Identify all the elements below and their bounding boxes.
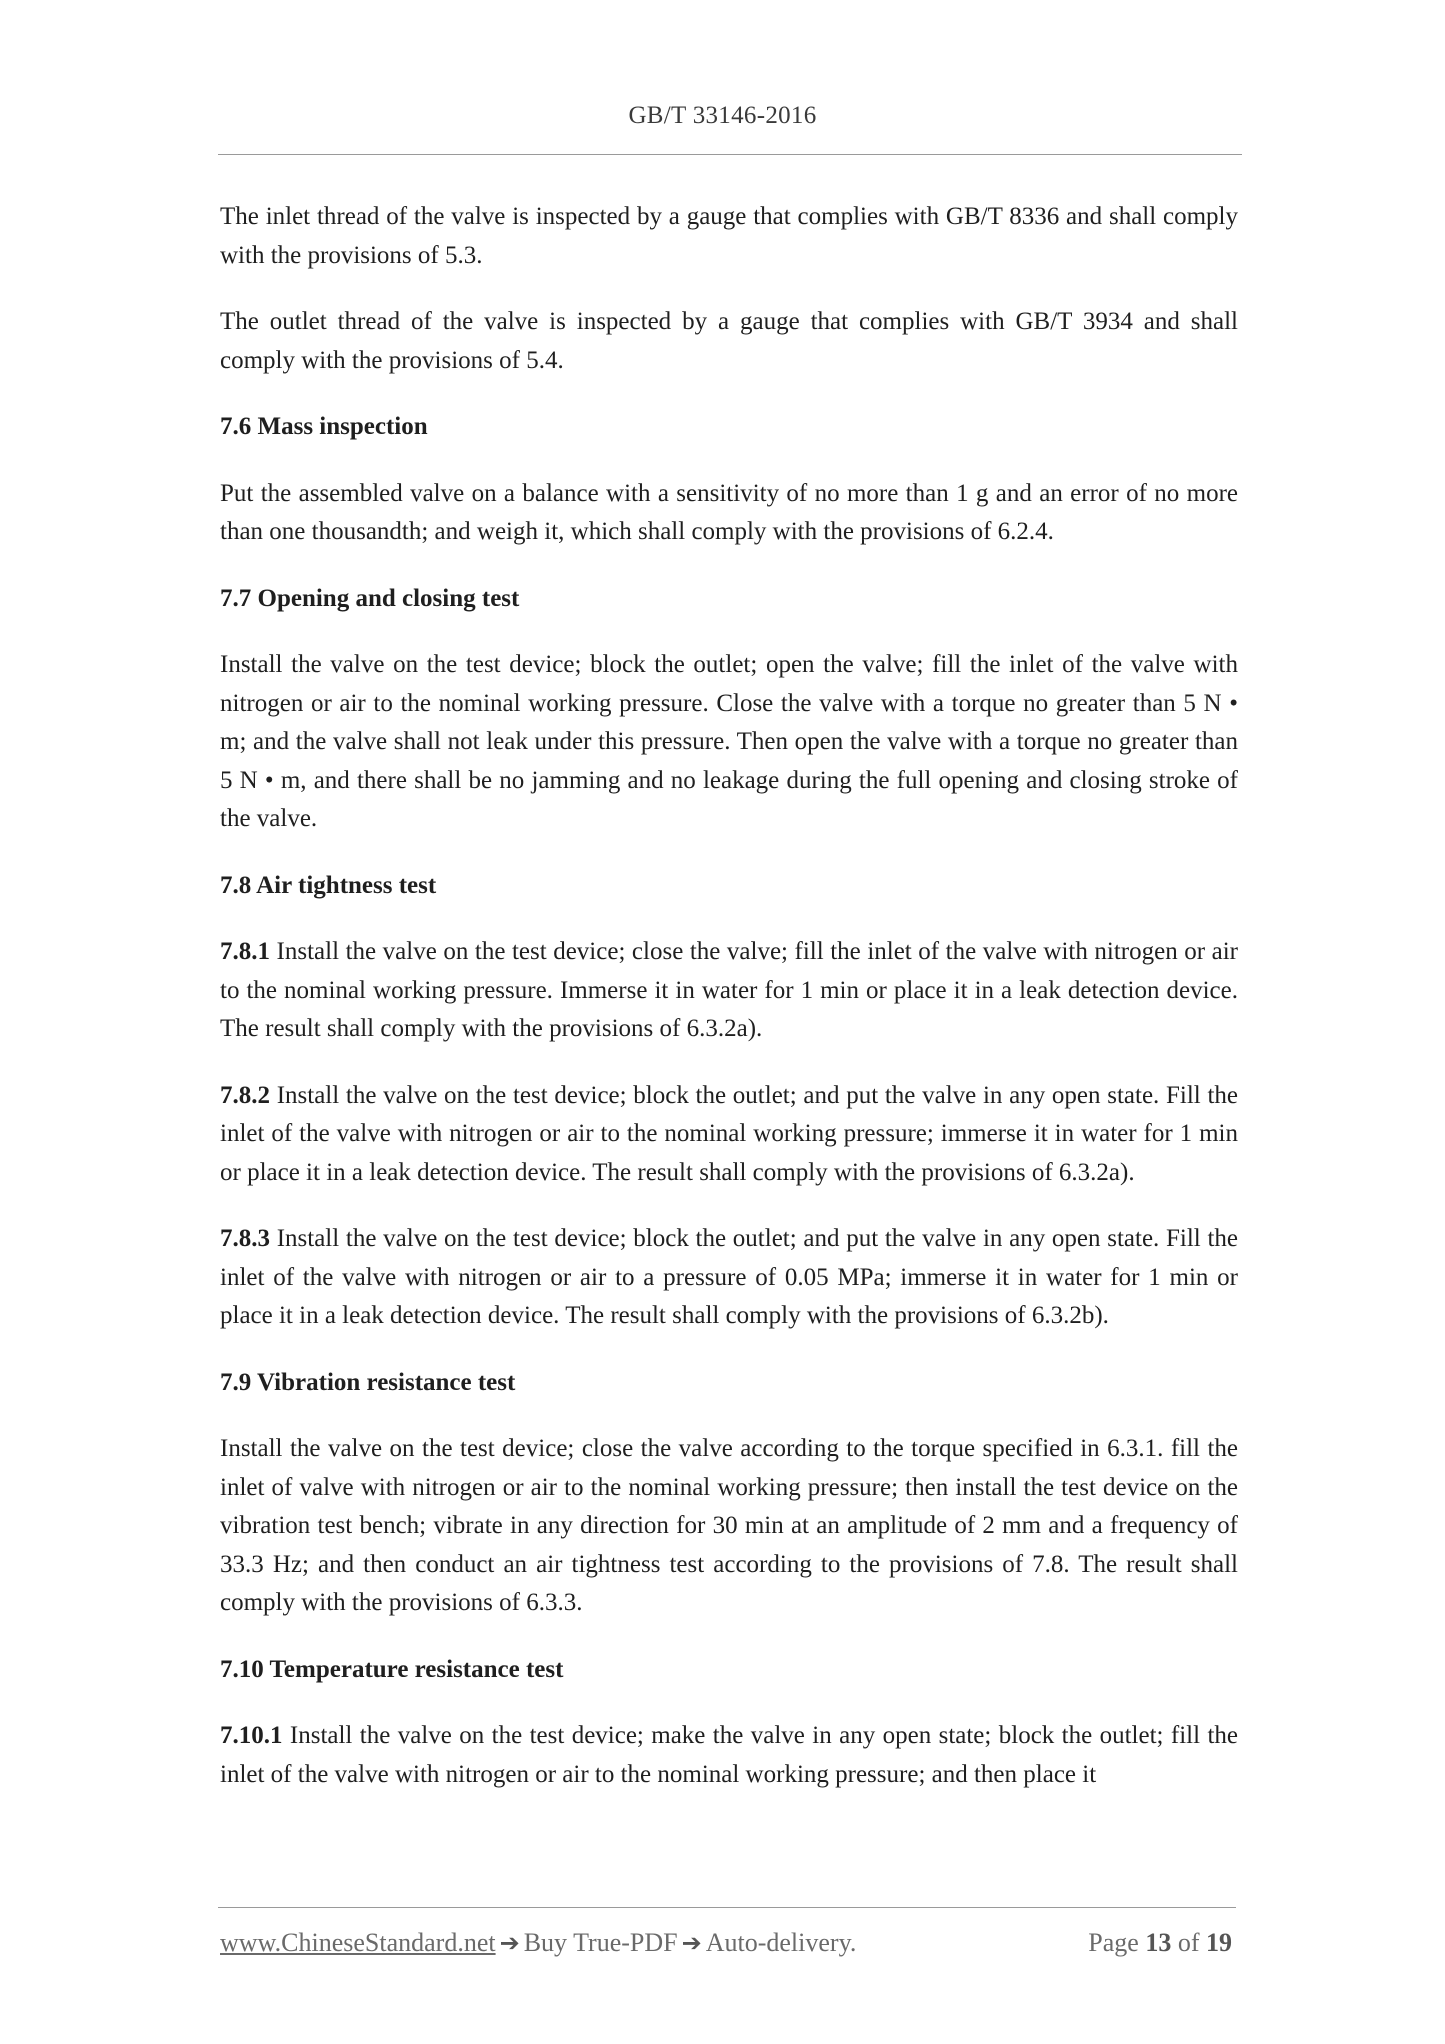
of-label: of [1177,1928,1200,1957]
paragraph-7-8-1 [220,933,1238,1049]
header-divider [218,154,1242,155]
paragraph-outlet-thread: The outlet thread of the valve is inspected by a gauge that complies with GB/T 3934 and shall comply with the provisions of 5.4. [220,308,1238,374]
clause-text-7-10-1: Install the valve on the test device; make the valve in any open state; block the outlet; fill the inlet of the valve with nitrogen or air to the nominal working pressure; and then place it [220,1722,1238,1788]
paragraph-7-9: Install the valve on the test device; close the valve according to the torque specified in 6.3.1. fill the inlet of valve with nitrogen or air to the nominal working pressure; then install the test device on the vibration test bench; vibrate in any direction for 30 min at an amplitude of 2 mm and a frequency of 33.3 Hz; and then conduct an air tightness test according to the provisions of 7.8. The result shall comply with the provisions of 6.3.3. [220,1435,1238,1616]
heading-7-10: 7.10 Temperature resistance test [220,1655,564,1683]
clause-text-7-8-3: Install the valve on the test device; block the outlet; and put the valve in any open state. Fill the inlet of the valve with nitrogen or air to a pressure of 0.05 MPa; immerse it in water for 1 min or place it in a leak detection device. The result shall comply with the provisions of 6.3.2b). [220,1225,1238,1329]
footer-links [220,1928,856,1958]
auto-delivery-text: Auto-delivery. [705,1928,857,1957]
arrow-right-icon: ➔ [499,1929,520,1957]
paragraph-7-8-2 [220,1077,1238,1193]
total-page-count: 19 [1206,1928,1232,1957]
paragraph-7-7: Install the valve on the test device; block the outlet; open the valve; fill the inlet of the valve with nitrogen or air to the nominal working pressure. Close the valve with a torque no greater than 5 N • m; and the valve shall not leak under this pressure. Then open the valve with a torque no greater than 5 N • m, and there shall be no jamming and no leakage during the full opening and closing stroke of the valve. [220,651,1238,832]
document-body [220,198,1238,1822]
clause-text-7-8-1: Install the valve on the test device; close the valve; fill the inlet of the valve with nitrogen or air to the nominal working pressure. Immerse it in water for 1 min or place it in a leak detection device. The result shall comply with the provisions of 6.3.2a). [220,938,1238,1042]
current-page-number: 13 [1145,1928,1172,1957]
paragraph-7-6: Put the assembled valve on a balance with a sensitivity of no more than 1 g and an error of no more than one thousandth; and weigh it, which shall comply with the provisions of 6.2.4. [220,479,1238,545]
paragraph-7-10-1 [220,1717,1238,1794]
clause-number-7-10-1: 7.10.1 [220,1722,283,1749]
clause-text-7-8-2: Install the valve on the test device; block the outlet; and put the valve in any open state. Fill the inlet of the valve with nitrogen or air to the nominal working pressure; immerse it in water for 1 min or place it in a leak detection device. The result shall comply with the provisions of 6.3.2a). [220,1081,1238,1186]
paragraph-inlet-thread: The inlet thread of the valve is inspected by a gauge that complies with GB/T 8336 and shall comply with the provisions of 5.3. [220,203,1238,269]
footer-divider [218,1907,1236,1908]
arrow-right-icon: ➔ [681,1929,702,1957]
clause-number-7-8-1: 7.8.1 [220,938,270,965]
clause-number-7-8-2: 7.8.2 [220,1081,270,1109]
page-label: Page [1088,1928,1139,1957]
paragraph-7-8-3 [220,1220,1238,1336]
clause-number-7-8-3: 7.8.3 [220,1225,270,1252]
page-number [1088,1928,1232,1958]
heading-7-9: 7.9 Vibration resistance test [220,1368,516,1396]
website-link[interactable]: www.ChineseStandard.net [220,1928,496,1957]
page-header-title: GB/T 33146-2016 [628,102,817,129]
heading-7-8: 7.8 Air tightness test [220,871,437,899]
heading-7-7: 7.7 Opening and closing test [220,584,520,612]
heading-7-6: 7.6 Mass inspection [220,413,428,440]
buy-true-pdf-text: Buy True-PDF [523,1928,678,1957]
